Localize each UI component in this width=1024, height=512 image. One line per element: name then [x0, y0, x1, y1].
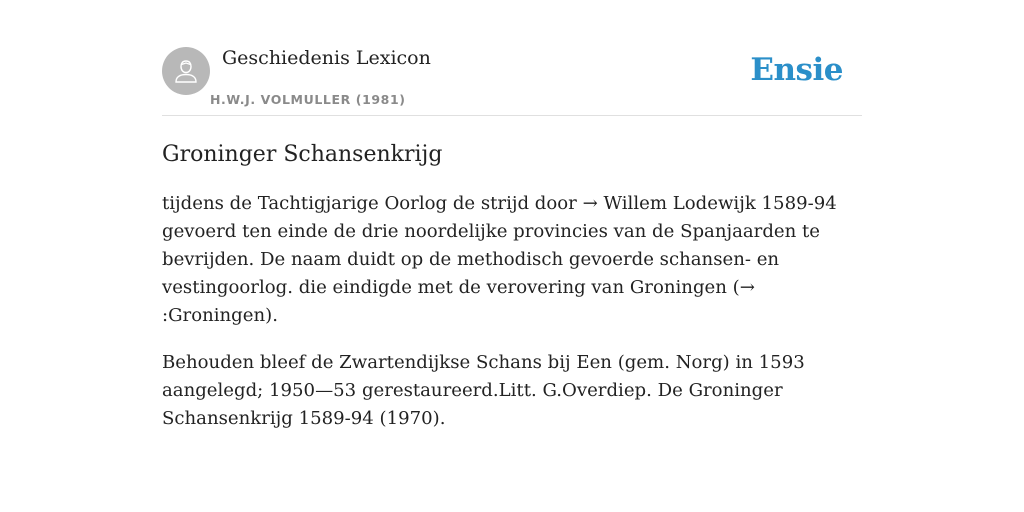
ensie-logo[interactable]: Ensie	[750, 52, 843, 88]
lexicon-title[interactable]: Geschiedenis Lexicon	[222, 47, 431, 69]
author-credit: H.W.J. VOLMULLER (1981)	[210, 92, 406, 107]
article-paragraph-2: Behouden bleef de Zwartendijkse Schans bij Een (gem. Norg) in 1593 aangelegd; 1950—53 gerestaureerd.Litt. G.Overdiep. De Groninger Schansenkrijg 1589-94 (1970).	[162, 352, 805, 429]
avatar[interactable]	[162, 47, 210, 95]
page-container	[162, 0, 862, 433]
article-title: Groninger Schansenkrijg	[162, 142, 443, 167]
user-icon	[172, 57, 200, 85]
entry-header	[162, 0, 862, 116]
article-paragraph-1: tijdens de Tachtigjarige Oorlog de strijd door → Willem Lodewijk 1589-94 gevoerd ten einde de drie noordelijke provincies van de Spanjaarden te bevrijden. De naam duidt op de methodisch gevoerde schansen- en vestingoorlog. die eindigde met de verovering van Groningen (→ :Groningen).	[162, 193, 837, 326]
